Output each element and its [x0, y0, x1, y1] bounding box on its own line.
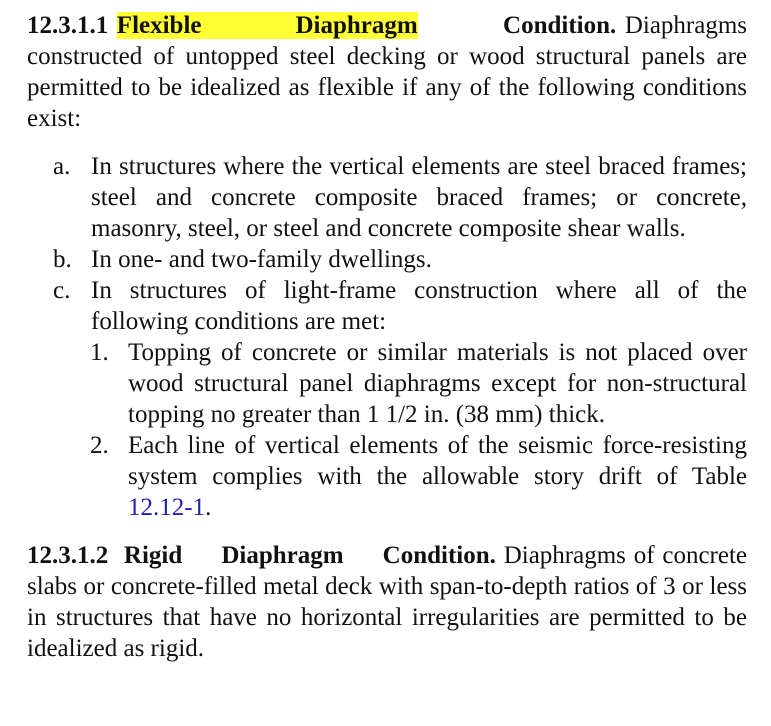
- condition-list: [27, 151, 747, 523]
- list-item-text: In structures where the vertical elements are steel braced frames; steel and concrete composite braced frames; or concrete, masonry, steel, or steel and concrete composite shear walls.: [91, 153, 747, 242]
- title-word-condition: Condition.: [503, 12, 617, 39]
- title-word-flexible: Flexible: [116, 12, 202, 39]
- section-body: Diaphragms of concrete slabs or concrete-filled metal deck with span-to-depth ratios of 3 or less in structures that have no horizontal irregularities are permitted to be idealized as rigid.: [27, 542, 748, 662]
- list-marker: c.: [53, 277, 71, 304]
- sub-list-marker: 1.: [90, 339, 109, 366]
- section-12-3-1-2: [27, 540, 747, 664]
- list-item: [27, 275, 747, 337]
- title-word-rigid: Rigid: [123, 542, 183, 569]
- sub-list-item-end: .: [205, 494, 212, 521]
- list-item-text: In one- and two-family dwellings.: [91, 246, 432, 273]
- section-12-3-1-1: [27, 10, 747, 134]
- list-item-text: In structures of light-frame construction where all of the following conditions are met:: [91, 277, 747, 335]
- title-word-diaphragm: Diaphragm: [221, 542, 344, 569]
- title-word-diaphragm: Diaphragm: [295, 12, 418, 39]
- document-page: [27, 10, 747, 664]
- list-item: [27, 151, 747, 244]
- sub-list-item-text: Each line of vertical elements of the seismic force-resisting system complies with the allowable story drift of Table: [128, 432, 747, 490]
- sub-list-item: [27, 430, 747, 523]
- sub-list-item: [27, 337, 747, 430]
- highlighted-title: [117, 12, 418, 39]
- table-12-12-1-link[interactable]: 12.12-1: [128, 494, 206, 521]
- section-number: 12.3.1.2: [27, 542, 109, 569]
- section-number: 12.3.1.1: [27, 12, 109, 39]
- list-marker: a.: [53, 153, 71, 180]
- title-word-condition: Condition.: [382, 542, 496, 569]
- sub-list-item-text: Topping of concrete or similar materials is not placed over wood structural panel diaphragms except for non-structural topping no greater than 1 1/2 in. (38 mm) thick.: [128, 339, 747, 428]
- intro-word: Diaphragms: [624, 12, 748, 39]
- list-marker: b.: [53, 246, 72, 273]
- list-item: [27, 244, 747, 275]
- sub-list-marker: 2.: [90, 432, 109, 459]
- section-body: constructed of untopped steel decking or wood structural panels are permitted to be idealized as flexible if any of the following conditions exist:: [27, 43, 747, 132]
